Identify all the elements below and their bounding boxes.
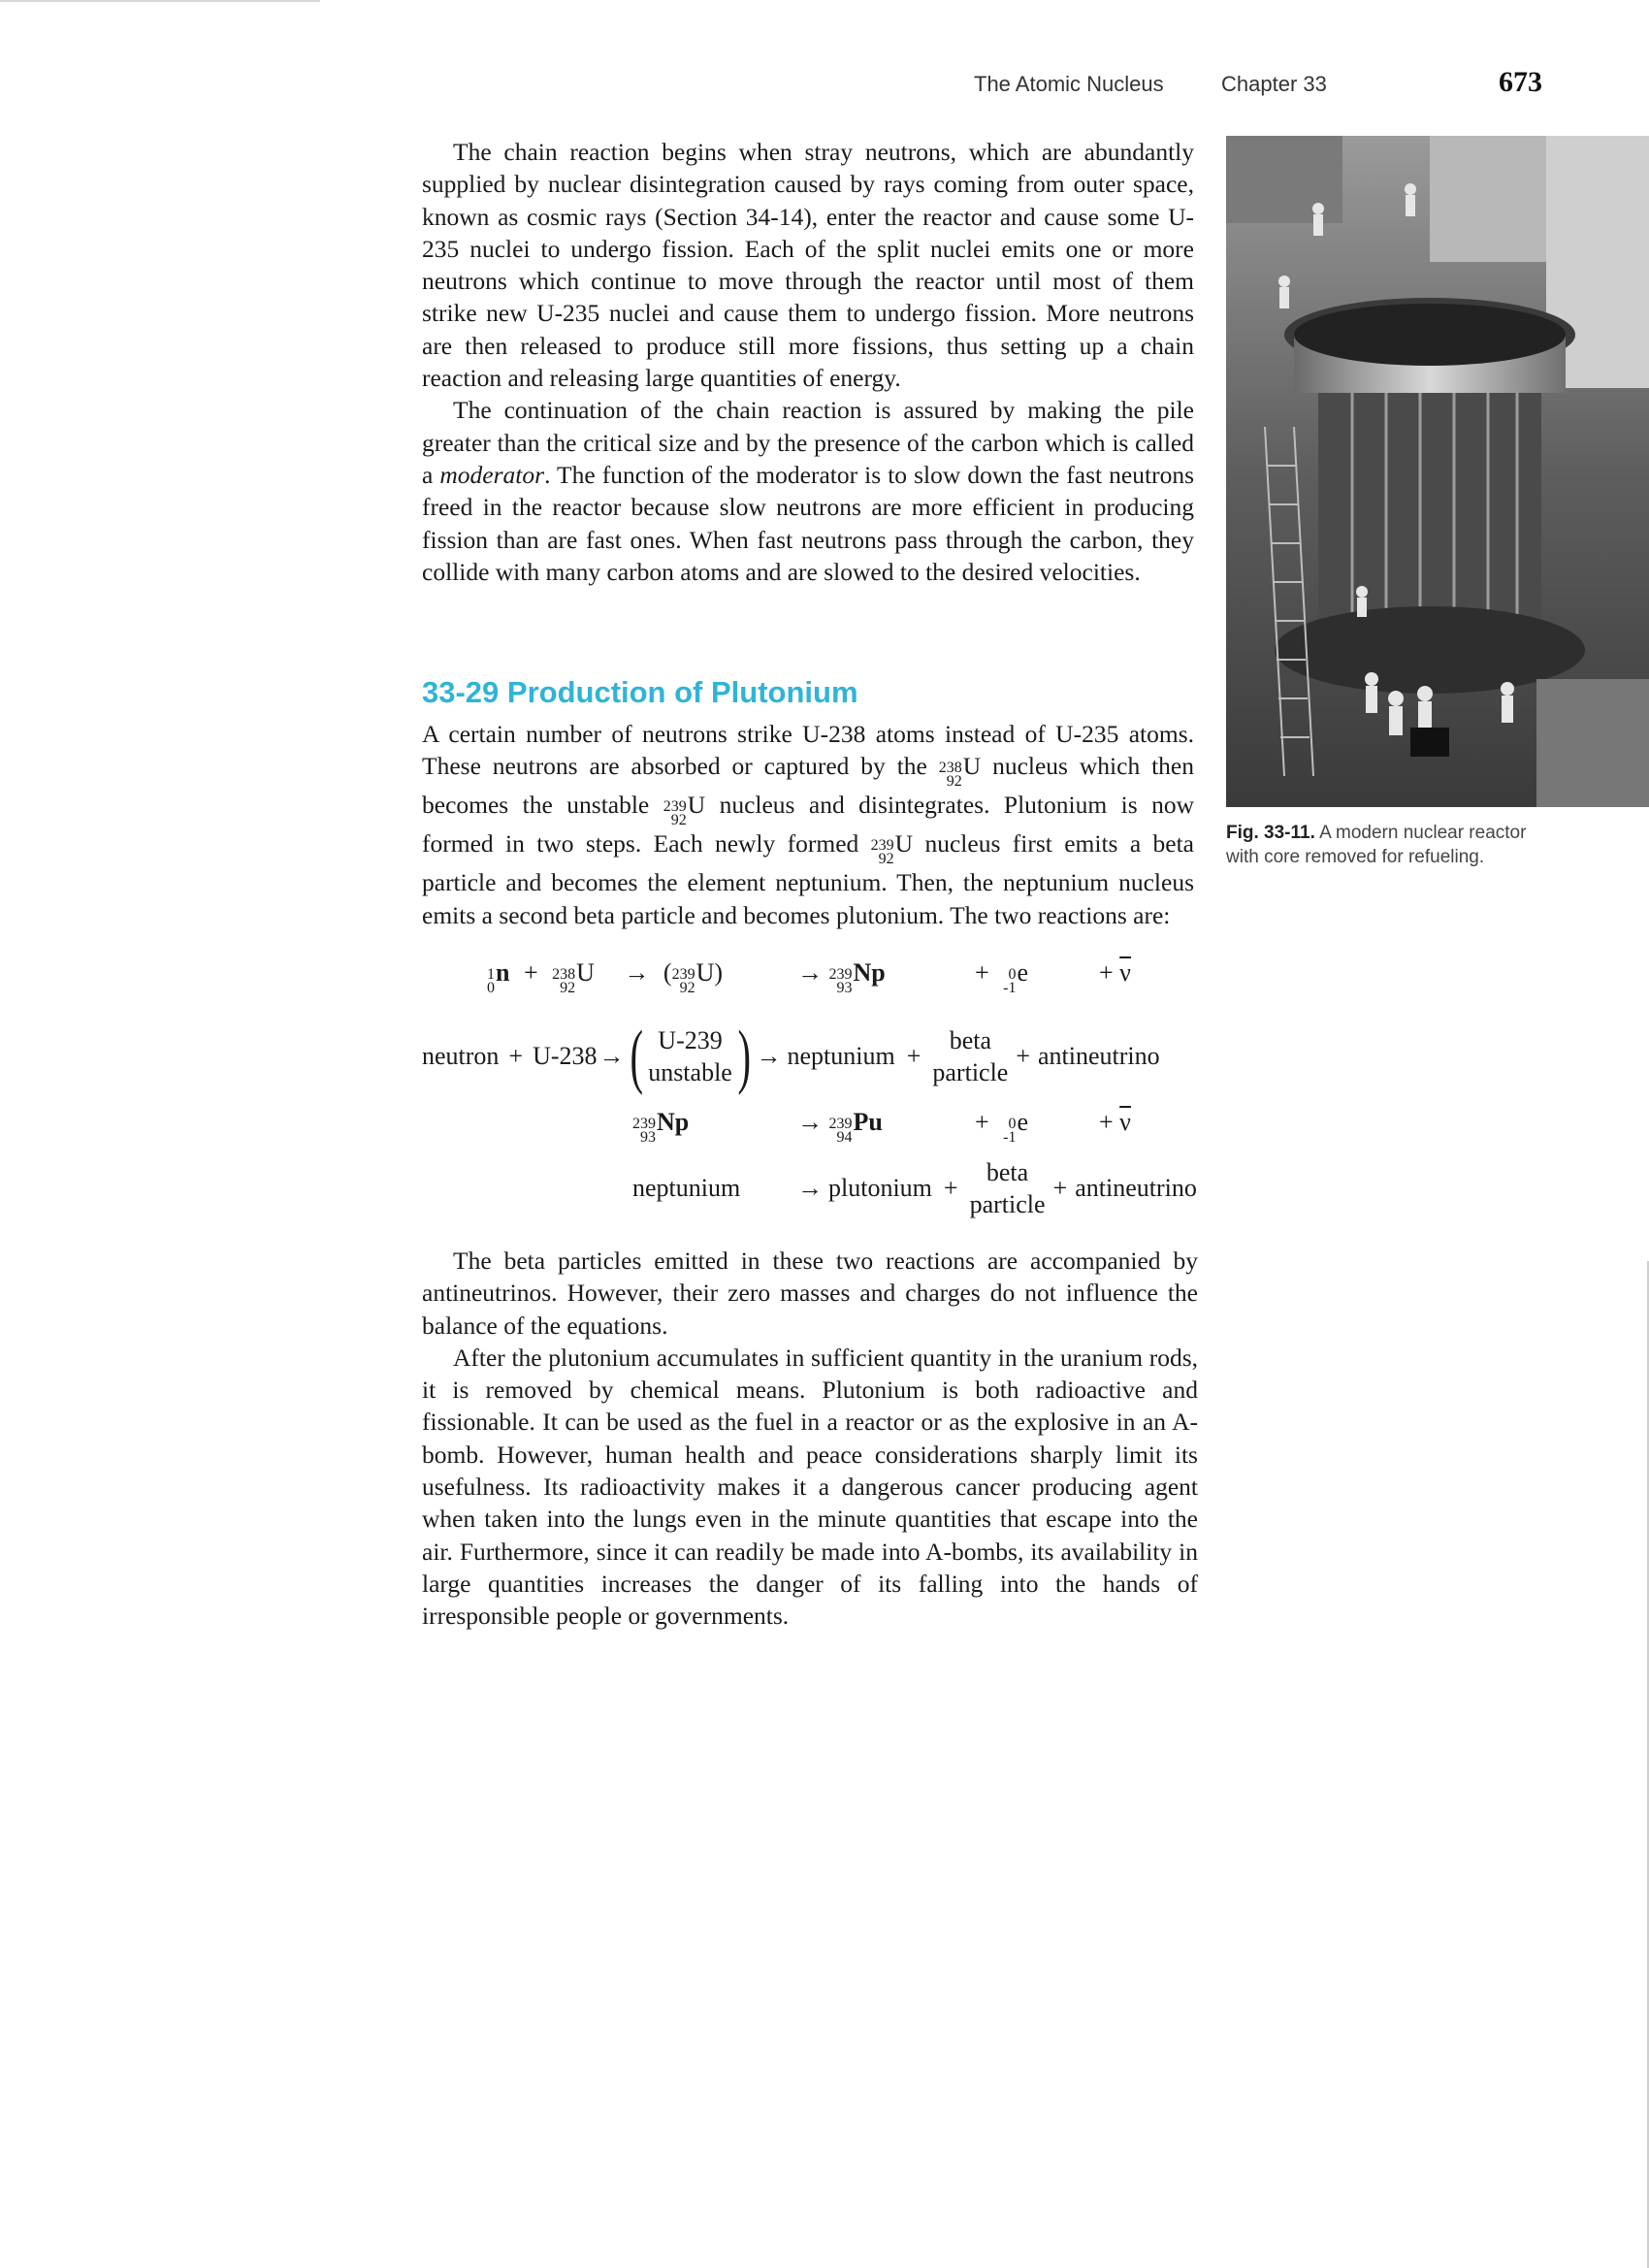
paragraph: After the plutonium accumulates in sufficient quantity in the uranium rods, it is removed by chemical means. Plutonium is both radioactive and fissionable. It can be used as the fuel in a reactor or as the explosive in an A-bomb. However, human health and peace considerations sharply limit its usefulness. Its radioactivity makes it a dangerous cancer producing agent when taken into the lungs even in the minute quantities that escape into the air. Furthermore, since it can readily be made into A-bombs, its availability in large quantities increases the danger of its falling into the hands of irresponsible people or governments. [422, 1343, 1198, 1631]
page-number: 673 [1499, 66, 1542, 98]
nuclide-u239: 239 92 U [663, 791, 706, 829]
nuclide-electron: 0 -1 e [1003, 958, 1029, 996]
equation-2-antineutrino: + $\overline{\nu}$ [1099, 1108, 1131, 1136]
nuclide-u238: 238 92 U [552, 958, 595, 996]
body-text-bottom [422, 1245, 1198, 1633]
equation-2-beta: + 0 -1 e [975, 1108, 1029, 1146]
paragraph: The chain reaction begins when stray neutrons, which are abundantly supplied by nuclear disintegration caused by rays coming from outer space, known as cosmic rays (Section 34-14), enter the reactor and cause some U-235 nuclei to undergo fission. Each of the split nuclei emits one or more neutrons which continue to move through the reactor until most of them strike new U-235 nuclei and cause them to undergo fission. More neutrons are then released to produce still more fissions, thus setting up a chain reaction and releasing large quantities of energy. [422, 138, 1194, 393]
nuclide-n: 1 0 n [487, 958, 510, 996]
equation-1-antineutrino: + $\overline{\nu}$ [1099, 958, 1131, 987]
nuclide-np239: 239 93 Np [632, 1108, 690, 1146]
nuclide-u239: 239 92 U [870, 829, 914, 868]
equation-1-words: neutron + U-238 → ( U-239 unstable ) → neptunium + beta particle + antineutrino [422, 1017, 1160, 1096]
figure-label: Fig. 33-11. [1226, 823, 1315, 843]
reactor-photo [1226, 136, 1649, 807]
nuclide-u239: 239 92 U [671, 958, 715, 996]
paragraph: A certain number of neutrons strike U-238 atoms instead of U-235 atoms. These neutrons are absorbed or captured by the 238 92 U nucleus which then becomes the unstable 239 92 U nucleus and disintegrates. Plutonium is now formed in two steps. Each newly formed 239 92 U nucleus first emits a beta particle and becomes the element neptunium. Then, the neptunium nucleus emits a second beta particle and becomes plutonium. The two reactions are: [422, 720, 1195, 929]
running-header-title: The Atomic Nucleus [974, 72, 1164, 96]
equation-1-beta: + 0 -1 e [975, 958, 1029, 996]
nuclide-pu239: 239 94 Pu [828, 1108, 883, 1146]
paragraph: The beta particles emitted in these two reactions are accompanied by antineutrinos. However, their zero masses and charges do not influence the balance of the equations. [422, 1247, 1198, 1340]
nuclide-electron: 0 -1 e [1003, 1108, 1029, 1146]
body-text-top [422, 136, 1194, 588]
equation-1-symbolic: 1 0 n + 238 92 U → ( 239 92 U) [487, 958, 724, 996]
paragraph: The continuation of the chain reaction is assured by making the pile greater than the critical size and by the presence of the carbon which is called a moderator. The function of the moderator is to slow down the fast neutrons freed in the reactor because slow neutrons are more efficient in producing fission than are fast ones. When fast neutrons pass through the carbon, they collide with many carbon atoms and are slowed to the desired velocities. [422, 396, 1194, 586]
section-intro [422, 718, 1194, 931]
section-heading: 33-29 Production of Plutonium [422, 675, 858, 709]
italic-term: moderator [439, 460, 545, 489]
equation-2-product: → 239 94 Pu [797, 1108, 883, 1146]
nuclide-np239: 239 93 Np [828, 958, 886, 996]
equation-2-symbolic [632, 1108, 689, 1145]
nuclide-u238: 238 92 U [938, 752, 982, 791]
figure-caption: Fig. 33-11. A modern nuclear reactor with core removed for refueling. [1226, 823, 1527, 867]
equation-1-product: → 239 93 Np [797, 958, 886, 996]
equation-2-words: neptunium → plutonium + beta particle + antineutrino [632, 1158, 1197, 1218]
scan-edge-line [0, 0, 320, 2]
running-header-chapter: Chapter 33 [1221, 72, 1327, 96]
